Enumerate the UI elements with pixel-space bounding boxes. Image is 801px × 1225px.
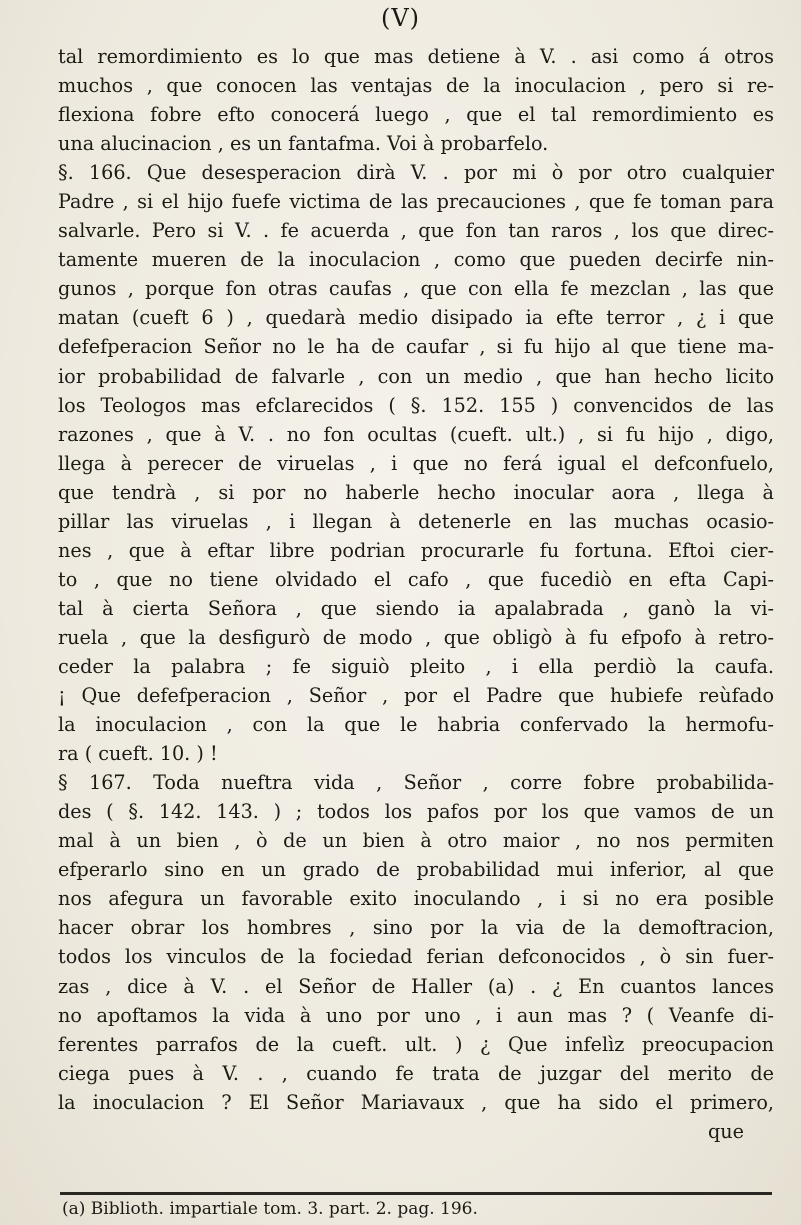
footnote: (a) Biblioth. impartiale tom. 3. part. 2. pag. 196.	[62, 1199, 478, 1219]
text-line: una alucinacion , es un fantafma. Voi à probarfelo.	[58, 132, 549, 156]
text-line: ciega pues à V. . , cuando fe trata de juzgar del merito de	[58, 1061, 774, 1085]
text-line: mal à un bien , ò de un bien à otro maior , no nos permiten	[58, 829, 774, 853]
text-line: razones , que à V. . no fon ocultas (cueft. ult.) , si fu hijo , digo,	[58, 422, 774, 446]
text-line: to , que no tiene olvidado el cafo , que fucediò en efta Capi-	[58, 567, 774, 591]
text-line: gunos , porque fon otras caufas , que con ella fe mezclan , las que	[58, 277, 774, 301]
text-line: la inoculacion , con la que le habria confervado la hermofu-	[58, 713, 774, 737]
text-line: pillar las viruelas , i llegan à detenerle en las muchas ocasio-	[58, 509, 774, 533]
text-line: ior probabilidad de falvarle , con un medio , que han hecho licito	[58, 364, 774, 388]
text-line: no apoftamos la vida à uno por uno , i aun mas ? ( Veanfe di-	[58, 1003, 774, 1027]
text-line: muchos , que conocen las ventajas de la inoculacion , pero si re-	[58, 74, 774, 98]
text-line: matan (cueft 6 ) , quedarà medio disipado ia efte terror , ¿ i que	[58, 306, 774, 330]
text-line: ceder la palabra ; fe siguiò pleito , i ella perdiò la caufa.	[58, 654, 774, 678]
text-line: ruela , que la desfigurò de modo , que obligò à fu efpofo à retro-	[58, 625, 774, 649]
text-line: llega à perecer de viruelas , i que no ferá igual el defconfuelo,	[58, 451, 774, 475]
text-line: efperarlo sino en un grado de probabilidad mui inferior, al que	[58, 858, 774, 882]
footnote-rule	[60, 1192, 772, 1195]
text-line: zas , dice à V. . el Señor de Haller (a) . ¿ En cuantos lances	[58, 974, 774, 998]
text-line: flexiona fobre efto conocerá luego , que el tal remordimiento es	[58, 103, 774, 127]
text-line: tal remordimiento es lo que mas detiene à V. . asi como á otros	[58, 45, 774, 68]
text-line: ra ( cueft. 10. ) !	[58, 742, 218, 766]
text-line: que	[708, 1119, 744, 1143]
text-line: § 167. Toda nueftra vida , Señor , corre fobre probabilida-	[58, 771, 774, 795]
body-text	[58, 42, 774, 1146]
text-line: defefperacion Señor no le ha de caufar , si fu hijo al que tiene ma-	[58, 335, 774, 359]
text-line: nes , que à eftar libre podrian procurarle fu fortuna. Eftoi cier-	[58, 538, 774, 562]
page-header: (V)	[380, 4, 421, 32]
text-line: que tendrà , si por no haberle hecho inocular aora , llega à	[58, 480, 774, 504]
text-line: la inoculacion ? El Señor Mariavaux , que ha sido el primero,	[58, 1090, 774, 1114]
text-line: ferentes parrafos de la cueft. ult. ) ¿ Que infelìz preocupacion	[58, 1032, 774, 1056]
text-line: des ( §. 142. 143. ) ; todos los pafos por los que vamos de un	[58, 800, 774, 824]
text-line: nos afegura un favorable exito inoculando , i si no era posible	[58, 887, 774, 911]
text-line: salvarle. Pero si V. . fe acuerda , que fon tan raros , los que direc-	[58, 219, 774, 243]
text-line: §. 166. Que desesperacion dirà V. . por mi ò por otro cualquier	[58, 161, 774, 185]
text-line: ¡ Que defefperacion , Señor , por el Padre que hubiefe reùfado	[58, 684, 774, 708]
text-line: tamente mueren de la inoculacion , como que pueden decirfe nin-	[58, 248, 774, 272]
text-line: hacer obrar los hombres , sino por la via de la demoftracion,	[58, 916, 774, 940]
text-line: tal à cierta Señora , que siendo ia apalabrada , ganò la vi-	[58, 596, 774, 620]
text-line: los Teologos mas efclarecidos ( §. 152. 155 ) convencidos de las	[58, 393, 774, 417]
text-line: Padre , si el hijo fuefe victima de las precauciones , que fe toman para	[58, 190, 774, 214]
text-line: todos los vinculos de la fociedad ferian defconocidos , ò sin fuer-	[58, 945, 774, 969]
